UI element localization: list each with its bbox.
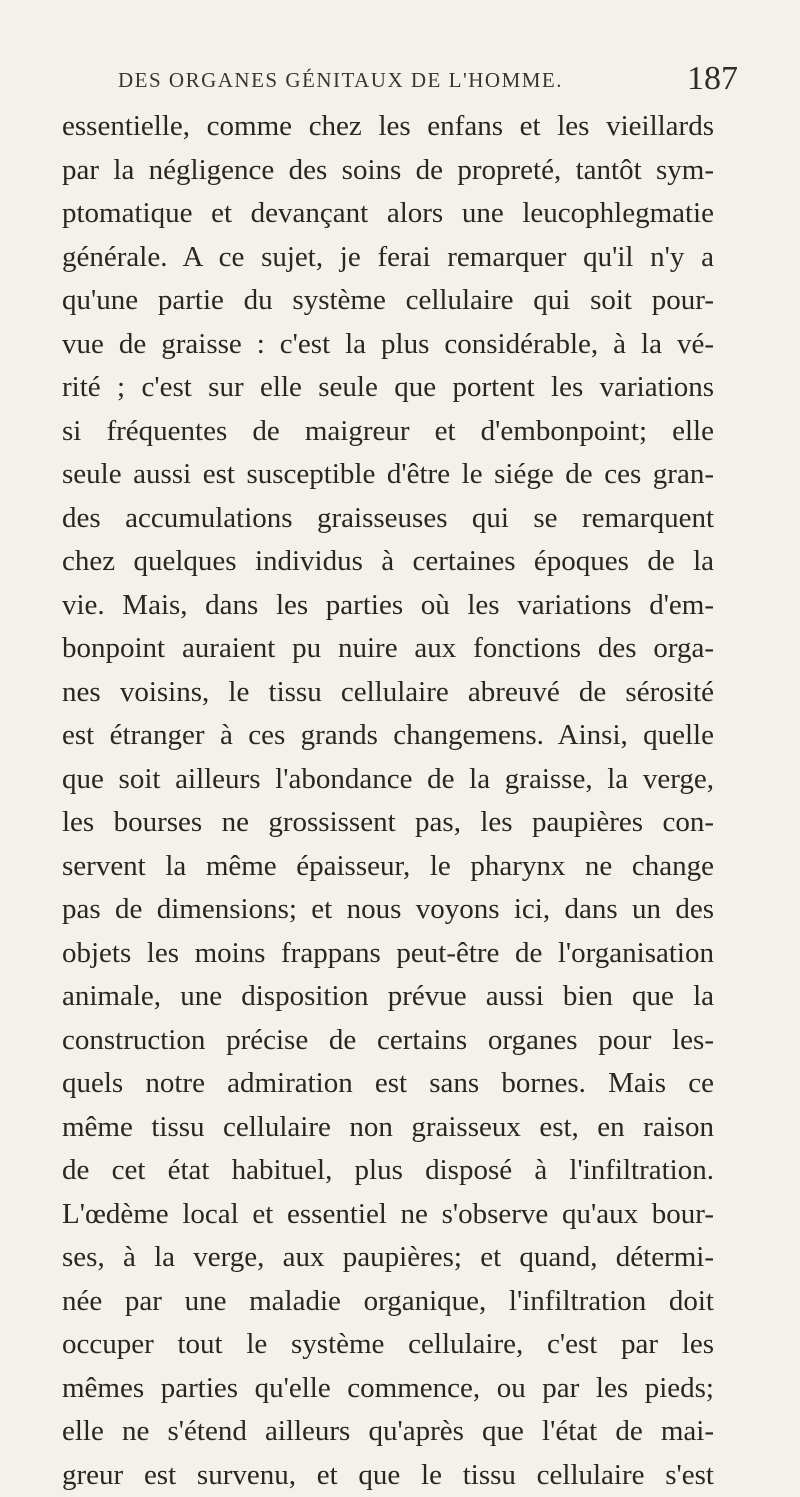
text-line: est étranger à ces grands changemens. Ainsi, quelle [62,714,714,758]
text-line: de cet état habituel, plus disposé à l'infiltration. [62,1149,714,1193]
text-line: mêmes parties qu'elle commence, ou par les pieds; [62,1367,714,1411]
text-line: L'œdème local et essentiel ne s'observe qu'aux bour- [62,1193,714,1237]
text-line: pas de dimensions; et nous voyons ici, dans un des [62,888,714,932]
running-title: DES ORGANES GÉNITAUX DE L'HOMME. [118,68,563,93]
text-line: que soit ailleurs l'abondance de la graisse, la verge, [62,758,714,802]
text-line: par la négligence des soins de propreté, tantôt sym- [62,149,714,193]
text-line: si fréquentes de maigreur et d'embonpoint; elle [62,410,714,454]
text-line: née par une maladie organique, l'infiltration doit [62,1280,714,1324]
text-line: animale, une disposition prévue aussi bien que la [62,975,714,1019]
text-line: qu'une partie du système cellulaire qui soit pour- [62,279,714,323]
text-line: quels notre admiration est sans bornes. Mais ce [62,1062,714,1106]
text-line: chez quelques individus à certaines époques de la [62,540,714,584]
text-line: vie. Mais, dans les parties où les variations d'em- [62,584,714,628]
text-line: seule aussi est susceptible d'être le siége de ces gran- [62,453,714,497]
text-line: greur est survenu, et que le tissu cellulaire s'est [62,1454,714,1497]
text-line: des accumulations graisseuses qui se remarquent [62,497,714,541]
text-line: les bourses ne grossissent pas, les paupières con- [62,801,714,845]
running-head [118,58,738,98]
text-line: même tissu cellulaire non graisseux est, en raison [62,1106,714,1150]
text-line: objets les moins frappans peut-être de l'organisation [62,932,714,976]
text-line: vue de graisse : c'est la plus considérable, à la vé- [62,323,714,367]
text-line: occuper tout le système cellulaire, c'est par les [62,1323,714,1367]
body-text [62,105,714,1497]
text-line: ses, à la verge, aux paupières; et quand, détermi- [62,1236,714,1280]
page-number: 187 [687,60,738,98]
text-line: rité ; c'est sur elle seule que portent les variations [62,366,714,410]
text-line: servent la même épaisseur, le pharynx ne change [62,845,714,889]
text-line: générale. A ce sujet, je ferai remarquer qu'il n'y a [62,236,714,280]
text-line: nes voisins, le tissu cellulaire abreuvé de sérosité [62,671,714,715]
text-line: elle ne s'étend ailleurs qu'après que l'état de mai- [62,1410,714,1454]
text-line: construction précise de certains organes pour les- [62,1019,714,1063]
text-line: essentielle, comme chez les enfans et les vieillards [62,105,714,149]
text-line: ptomatique et devançant alors une leucophlegmatie [62,192,714,236]
text-line: bonpoint auraient pu nuire aux fonctions des orga- [62,627,714,671]
